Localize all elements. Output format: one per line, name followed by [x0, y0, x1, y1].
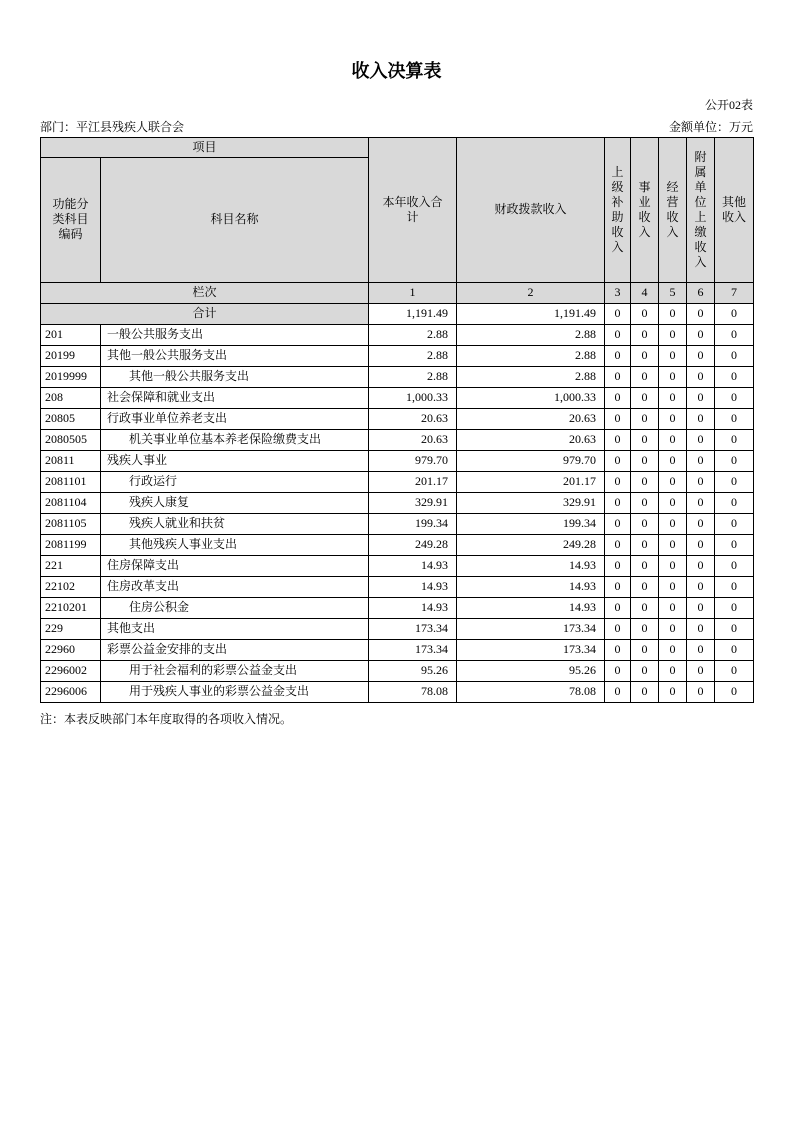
cell: 20811 [41, 450, 101, 471]
table-header [41, 137, 754, 303]
cell: 173.34 [369, 639, 457, 660]
cell: 0 [687, 660, 715, 681]
doc-number-label: 公开02表 [704, 97, 753, 112]
cell: 1,000.33 [369, 387, 457, 408]
cell: 住房公积金 [101, 597, 369, 618]
cell: 残疾人就业和扶贫 [101, 513, 369, 534]
cell: 0 [605, 618, 631, 639]
cell: 0 [715, 492, 754, 513]
cell: 其他残疾人事业支出 [101, 534, 369, 555]
cell: 20.63 [457, 429, 605, 450]
cell: 0 [687, 513, 715, 534]
table-row [41, 555, 754, 576]
unit-label: 金额单位：万元 [668, 119, 753, 134]
cell: 22102 [41, 576, 101, 597]
cell: 173.34 [457, 639, 605, 660]
department-label: 部门：平江县残疾人联合会 [40, 119, 185, 134]
table-row [41, 534, 754, 555]
cell: 0 [687, 534, 715, 555]
cell: 0 [659, 639, 687, 660]
cell: 0 [715, 513, 754, 534]
cell: 20.63 [369, 429, 457, 450]
table-row [41, 366, 754, 387]
cell: 173.34 [369, 618, 457, 639]
cell: 0 [605, 366, 631, 387]
cell: 95.26 [369, 660, 457, 681]
cell: 2081104 [41, 492, 101, 513]
header-affiliate-income: 附属单位上缴收入 [687, 137, 715, 282]
cell: 0 [659, 555, 687, 576]
cell: 其他支出 [101, 618, 369, 639]
cell: 329.91 [369, 492, 457, 513]
cell: 0 [687, 450, 715, 471]
header-business-income: 事业收入 [631, 137, 659, 282]
cell: 0 [687, 387, 715, 408]
header-other-income: 其他收入 [715, 137, 754, 282]
page-title: 收入决算表 [351, 61, 442, 81]
cell: 2.88 [369, 366, 457, 387]
cell: 1,191.49 [457, 303, 605, 324]
cell: 0 [605, 639, 631, 660]
cell: 1,191.49 [369, 303, 457, 324]
cell: 0 [715, 471, 754, 492]
cell: 一般公共服务支出 [101, 324, 369, 345]
cell: 行政事业单位养老支出 [101, 408, 369, 429]
cell: 0 [715, 387, 754, 408]
header-total-income: 本年收入合计 [369, 137, 457, 282]
cell: 2.88 [457, 366, 605, 387]
cell: 199.34 [369, 513, 457, 534]
cell: 78.08 [457, 681, 605, 702]
cell: 208 [41, 387, 101, 408]
cell: 0 [715, 450, 754, 471]
cell: 0 [605, 345, 631, 366]
table-row [41, 639, 754, 660]
cell: 0 [631, 513, 659, 534]
table-row [41, 345, 754, 366]
cell: 住房改革支出 [101, 576, 369, 597]
cell: 14.93 [369, 555, 457, 576]
cell: 0 [631, 429, 659, 450]
cell: 0 [659, 471, 687, 492]
cell: 0 [631, 597, 659, 618]
header-lanci: 栏次 [41, 282, 369, 303]
cell: 0 [715, 303, 754, 324]
cell: 其他一般公共服务支出 [101, 345, 369, 366]
cell: 2296002 [41, 660, 101, 681]
col-num-1: 1 [369, 282, 457, 303]
cell: 0 [605, 303, 631, 324]
cell: 0 [687, 429, 715, 450]
cell: 2.88 [369, 345, 457, 366]
cell: 机关事业单位基本养老保险缴费支出 [101, 429, 369, 450]
cell: 2081199 [41, 534, 101, 555]
cell: 2296006 [41, 681, 101, 702]
cell: 0 [715, 576, 754, 597]
table-row [41, 576, 754, 597]
cell: 0 [631, 366, 659, 387]
cell: 20.63 [457, 408, 605, 429]
cell: 0 [715, 639, 754, 660]
cell: 0 [631, 408, 659, 429]
cell: 0 [659, 618, 687, 639]
cell: 0 [605, 555, 631, 576]
header-fiscal-income: 财政拨款收入 [457, 137, 605, 282]
cell: 249.28 [369, 534, 457, 555]
cell: 0 [631, 387, 659, 408]
table-row [41, 681, 754, 702]
cell: 0 [631, 492, 659, 513]
table-row [41, 492, 754, 513]
cell: 173.34 [457, 618, 605, 639]
cell: 0 [605, 450, 631, 471]
header-upper-subsidy-income: 上级补助收入 [605, 137, 631, 282]
cell: 201.17 [457, 471, 605, 492]
cell: 0 [659, 450, 687, 471]
cell: 0 [687, 471, 715, 492]
cell: 0 [605, 387, 631, 408]
cell: 用于社会福利的彩票公益金支出 [101, 660, 369, 681]
table-row [41, 660, 754, 681]
header-subject-name: 科目名称 [101, 157, 369, 282]
cell: 329.91 [457, 492, 605, 513]
cell: 残疾人康复 [101, 492, 369, 513]
cell: 0 [687, 681, 715, 702]
table-row [41, 471, 754, 492]
cell: 0 [715, 408, 754, 429]
cell: 0 [659, 576, 687, 597]
cell: 0 [687, 639, 715, 660]
cell: 0 [605, 492, 631, 513]
cell: 14.93 [369, 576, 457, 597]
cell: 0 [631, 639, 659, 660]
income-table [40, 137, 754, 703]
cell: 0 [687, 303, 715, 324]
cell: 0 [715, 660, 754, 681]
cell: 0 [659, 303, 687, 324]
cell: 0 [631, 324, 659, 345]
table-row [41, 597, 754, 618]
cell: 2.88 [369, 324, 457, 345]
table-row [41, 450, 754, 471]
cell: 0 [659, 513, 687, 534]
cell: 2.88 [457, 324, 605, 345]
cell: 0 [605, 681, 631, 702]
cell: 0 [659, 345, 687, 366]
cell: 0 [605, 429, 631, 450]
cell: 0 [715, 324, 754, 345]
cell: 14.93 [457, 555, 605, 576]
cell: 1,000.33 [457, 387, 605, 408]
cell: 20199 [41, 345, 101, 366]
cell: 彩票公益金安排的支出 [101, 639, 369, 660]
cell: 249.28 [457, 534, 605, 555]
cell: 0 [715, 681, 754, 702]
cell: 2081105 [41, 513, 101, 534]
cell: 行政运行 [101, 471, 369, 492]
cell: 0 [631, 618, 659, 639]
cell: 0 [659, 429, 687, 450]
cell: 0 [631, 345, 659, 366]
cell: 20805 [41, 408, 101, 429]
cell: 979.70 [457, 450, 605, 471]
cell: 2080505 [41, 429, 101, 450]
cell: 0 [659, 660, 687, 681]
cell: 0 [605, 576, 631, 597]
cell: 0 [687, 345, 715, 366]
cell: 0 [687, 618, 715, 639]
cell: 979.70 [369, 450, 457, 471]
header-row-project [41, 137, 754, 157]
cell: 0 [605, 471, 631, 492]
cell: 0 [659, 534, 687, 555]
cell: 0 [715, 618, 754, 639]
cell: 95.26 [457, 660, 605, 681]
cell: 用于残疾人事业的彩票公益金支出 [101, 681, 369, 702]
table-row [41, 324, 754, 345]
cell: 0 [659, 597, 687, 618]
cell: 229 [41, 618, 101, 639]
cell: 0 [659, 492, 687, 513]
cell: 2019999 [41, 366, 101, 387]
cell: 0 [659, 324, 687, 345]
income-table-body [41, 303, 754, 702]
cell: 0 [687, 492, 715, 513]
cell: 0 [687, 597, 715, 618]
cell: 住房保障支出 [101, 555, 369, 576]
cell: 199.34 [457, 513, 605, 534]
cell: 0 [605, 408, 631, 429]
cell: 0 [605, 660, 631, 681]
cell: 0 [605, 534, 631, 555]
total-row [41, 303, 754, 324]
cell: 0 [659, 681, 687, 702]
header-project: 项目 [41, 137, 369, 157]
cell: 0 [687, 366, 715, 387]
cell: 0 [659, 387, 687, 408]
cell: 0 [605, 597, 631, 618]
cell: 14.93 [457, 597, 605, 618]
cell: 221 [41, 555, 101, 576]
cell: 14.93 [457, 576, 605, 597]
cell: 0 [715, 597, 754, 618]
cell: 0 [715, 366, 754, 387]
cell: 2.88 [457, 345, 605, 366]
meta-row [40, 118, 753, 135]
cell: 78.08 [369, 681, 457, 702]
cell: 2210201 [41, 597, 101, 618]
table-row [41, 513, 754, 534]
cell: 2081101 [41, 471, 101, 492]
cell: 0 [605, 324, 631, 345]
col-num-3: 3 [605, 282, 631, 303]
cell: 0 [631, 660, 659, 681]
cell: 0 [687, 576, 715, 597]
cell: 0 [715, 429, 754, 450]
cell: 0 [631, 450, 659, 471]
cell: 0 [715, 555, 754, 576]
col-num-7: 7 [715, 282, 754, 303]
cell: 0 [687, 555, 715, 576]
table-row [41, 387, 754, 408]
col-num-4: 4 [631, 282, 659, 303]
cell: 0 [659, 366, 687, 387]
cell: 其他一般公共服务支出 [101, 366, 369, 387]
cell: 14.93 [369, 597, 457, 618]
cell: 22960 [41, 639, 101, 660]
cell: 0 [605, 513, 631, 534]
cell: 社会保障和就业支出 [101, 387, 369, 408]
table-row [41, 408, 754, 429]
header-function-code: 功能分类科目编码 [41, 157, 101, 282]
cell: 0 [631, 681, 659, 702]
col-num-6: 6 [687, 282, 715, 303]
cell: 0 [659, 408, 687, 429]
cell: 残疾人事业 [101, 450, 369, 471]
col-num-2: 2 [457, 282, 605, 303]
cell: 合计 [41, 303, 369, 324]
cell: 0 [687, 408, 715, 429]
header-operating-income: 经营收入 [659, 137, 687, 282]
col-num-5: 5 [659, 282, 687, 303]
cell: 20.63 [369, 408, 457, 429]
cell: 0 [631, 576, 659, 597]
cell: 0 [631, 555, 659, 576]
table-row [41, 429, 754, 450]
cell: 201 [41, 324, 101, 345]
cell: 0 [631, 534, 659, 555]
cell: 0 [687, 324, 715, 345]
cell: 201.17 [369, 471, 457, 492]
table-row [41, 618, 754, 639]
column-index-row [41, 282, 754, 303]
cell: 0 [715, 534, 754, 555]
footnote: 注：本表反映部门本年度取得的各项收入情况。 [40, 711, 293, 726]
cell: 0 [631, 471, 659, 492]
cell: 0 [715, 345, 754, 366]
cell: 0 [631, 303, 659, 324]
